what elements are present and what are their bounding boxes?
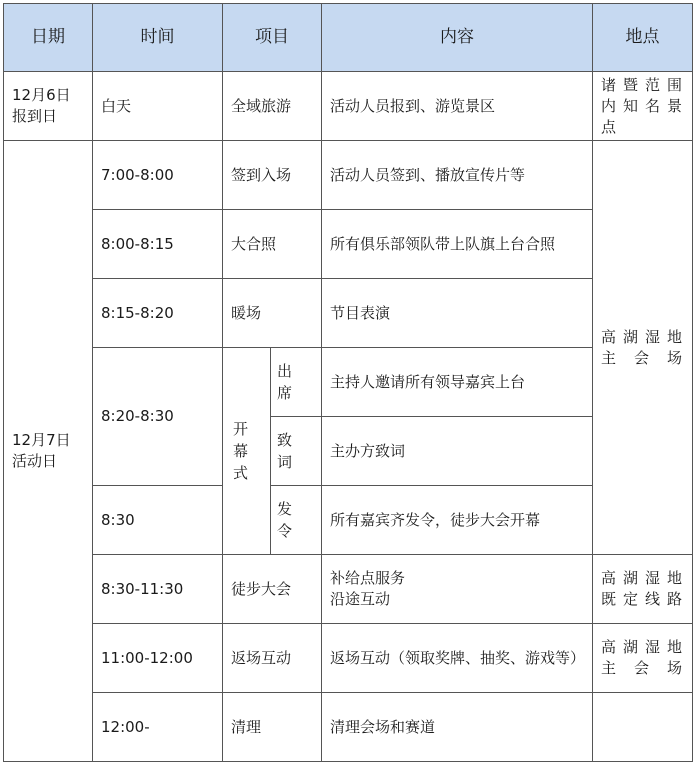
content-cell: 主办方致词	[322, 417, 593, 486]
subitem-label: 发令	[277, 500, 293, 540]
content-cell: 清理会场和赛道	[322, 693, 593, 762]
date-value: 12月7日	[12, 431, 71, 449]
content-line: 补给点服务	[330, 569, 406, 587]
item-cell: 返场互动	[223, 624, 322, 693]
item-group-cell	[223, 348, 271, 555]
header-row	[4, 4, 693, 72]
location-cell: 高湖湿地既定线路	[593, 555, 693, 624]
item-cell: 清理	[223, 693, 322, 762]
content-cell: 所有嘉宾齐发令，徒步大会开幕	[322, 486, 593, 555]
location-cell: 高湖湿地主会场	[593, 624, 693, 693]
time-cell: 8:15-8:20	[93, 279, 223, 348]
time-cell: 8:30-11:30	[93, 555, 223, 624]
header-location: 地点	[593, 4, 693, 72]
item-cell: 签到入场	[223, 141, 322, 210]
item-cell: 徒步大会	[223, 555, 322, 624]
time-cell: 8:30	[93, 486, 223, 555]
table-row	[4, 693, 693, 762]
header-item: 项目	[223, 4, 322, 72]
content-cell: 节目表演	[322, 279, 593, 348]
schedule-table-wrapper	[3, 3, 693, 762]
header-time: 时间	[93, 4, 223, 72]
schedule-table	[3, 3, 693, 762]
time-cell: 12:00-	[93, 693, 223, 762]
content-line: 沿途互动	[330, 590, 391, 608]
location-cell	[593, 693, 693, 762]
date-label: 报到日	[12, 107, 58, 125]
table-row	[4, 279, 693, 348]
header-content: 内容	[322, 4, 593, 72]
table-row	[4, 624, 693, 693]
content-cell: 活动人员报到、游览景区	[322, 72, 593, 141]
time-cell: 8:00-8:15	[93, 210, 223, 279]
item-cell: 大合照	[223, 210, 322, 279]
content-cell: 活动人员签到、播放宣传片等	[322, 141, 593, 210]
header-date: 日期	[4, 4, 93, 72]
date-cell	[4, 141, 93, 762]
subitem-cell	[271, 486, 322, 555]
date-value: 12月6日	[12, 86, 71, 104]
date-label: 活动日	[12, 452, 58, 470]
table-row	[4, 72, 693, 141]
time-cell: 7:00-8:00	[93, 141, 223, 210]
content-cell	[322, 555, 593, 624]
location-cell: 诸暨范围内知名景点	[593, 72, 693, 141]
item-group-label: 开幕式	[233, 420, 249, 482]
item-cell: 全域旅游	[223, 72, 322, 141]
table-row	[4, 141, 693, 210]
item-cell: 暖场	[223, 279, 322, 348]
subitem-cell	[271, 348, 322, 417]
subitem-cell	[271, 417, 322, 486]
subitem-label: 致词	[277, 431, 293, 471]
time-cell: 8:20-8:30	[93, 348, 223, 486]
table-row	[4, 348, 693, 417]
time-cell: 白天	[93, 72, 223, 141]
subitem-label: 出席	[277, 362, 293, 402]
time-cell: 11:00-12:00	[93, 624, 223, 693]
date-cell	[4, 72, 93, 141]
location-cell: 高湖湿地主会场	[593, 141, 693, 555]
table-row	[4, 555, 693, 624]
table-row	[4, 486, 693, 555]
table-row	[4, 210, 693, 279]
content-cell: 返场互动（领取奖牌、抽奖、游戏等）	[322, 624, 593, 693]
content-cell: 所有俱乐部领队带上队旗上台合照	[322, 210, 593, 279]
content-cell: 主持人邀请所有领导嘉宾上台	[322, 348, 593, 417]
